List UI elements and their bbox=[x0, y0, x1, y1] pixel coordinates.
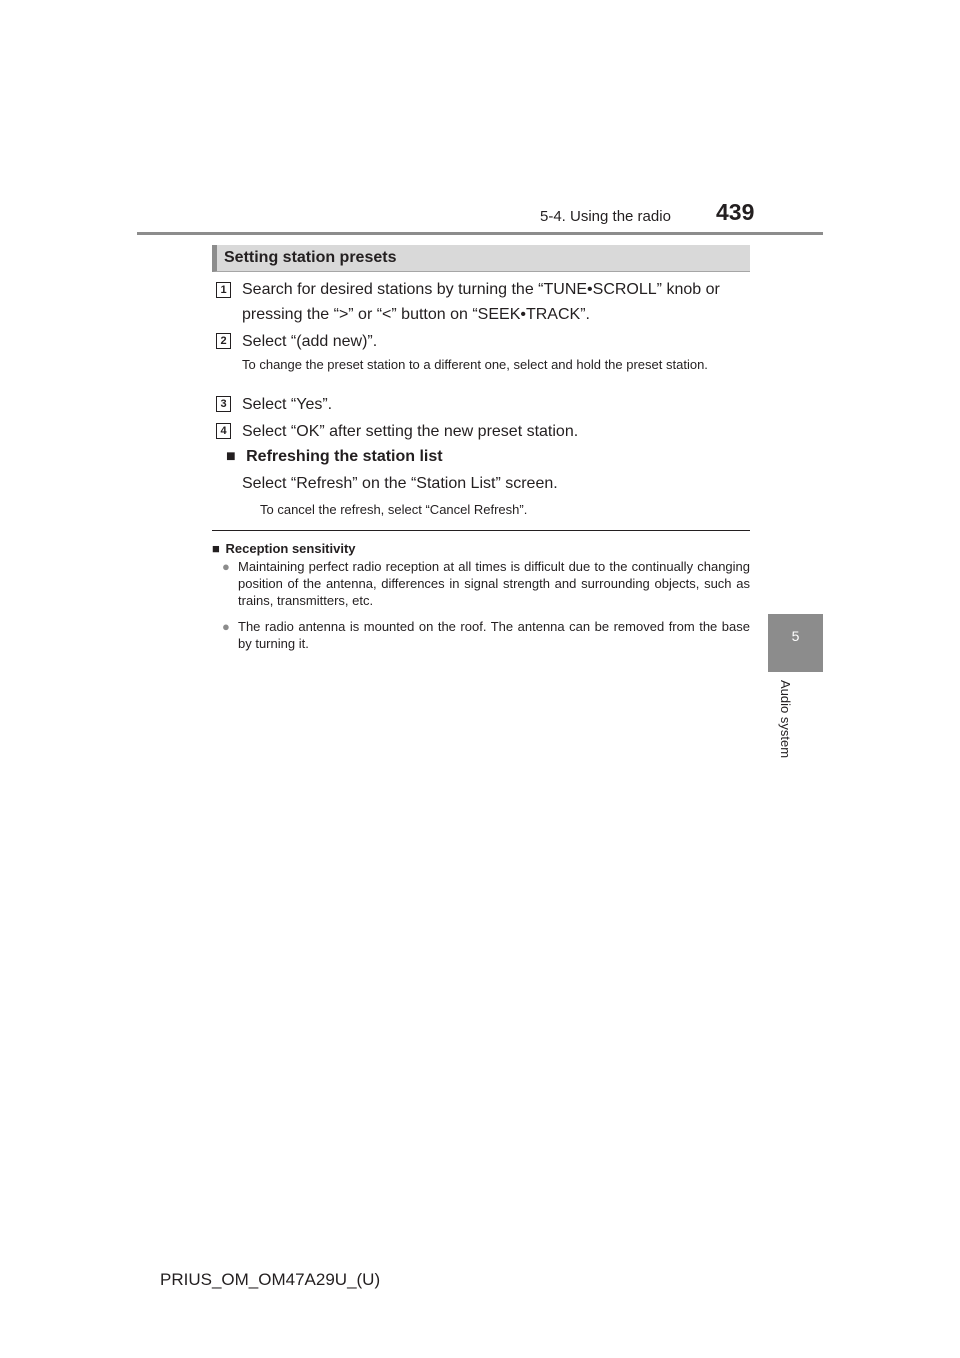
circle-bullet-icon: ● bbox=[222, 619, 230, 634]
refresh-note: To cancel the refresh, select “Cancel Refresh”. bbox=[260, 502, 528, 517]
step-2-text: Select “(add new)”. bbox=[242, 333, 378, 350]
step-4-text: Select “OK” after setting the new preset station. bbox=[242, 423, 579, 440]
reception-heading-text: Reception sensitivity bbox=[225, 541, 356, 556]
step-2-badge: 2 bbox=[216, 333, 231, 349]
section-title: Setting station presets bbox=[224, 249, 397, 266]
chapter-tab-label bbox=[776, 680, 796, 770]
chapter-label-text: Audio system bbox=[778, 680, 793, 759]
step-4-badge: 4 bbox=[216, 423, 231, 439]
square-bullet-icon: ■ bbox=[212, 541, 220, 556]
bullet-1-marker bbox=[222, 558, 230, 576]
notes-divider bbox=[212, 530, 750, 531]
step-3-badge: 3 bbox=[216, 396, 231, 412]
bullet-2-marker bbox=[222, 618, 230, 636]
document-code: PRIUS_OM_OM47A29U_(U) bbox=[160, 1270, 381, 1289]
chapter-tab-number: 5 bbox=[791, 628, 800, 644]
reception-bullet-1: Maintaining perfect radio reception at all times is difficult due to the continually changing position of the antenna, differences in signal strength and surrounding objects, such as trains, transmitters, etc. bbox=[238, 559, 750, 608]
step-1-badge: 1 bbox=[216, 282, 231, 298]
step-2-note: To change the preset station to a different one, select and hold the preset station. bbox=[242, 357, 708, 372]
step-3-text: Select “Yes”. bbox=[242, 396, 333, 413]
reception-bullet-2: The radio antenna is mounted on the roof. The antenna can be removed from the base by turning it. bbox=[238, 619, 750, 651]
square-bullet-icon: ■ bbox=[226, 448, 236, 465]
step-1-line-1: Search for desired stations by turning the “TUNE•SCROLL” knob or bbox=[242, 281, 720, 298]
header-rule bbox=[137, 232, 823, 235]
step-1-line-2: pressing the “>” or “<” button on “SEEK•TRACK”. bbox=[242, 306, 590, 323]
running-header-section: 5-4. Using the radio bbox=[540, 208, 671, 225]
refresh-heading bbox=[226, 448, 443, 466]
refresh-text: Select “Refresh” on the “Station List” screen. bbox=[242, 475, 558, 492]
reception-heading bbox=[212, 541, 356, 556]
page-number: 439 bbox=[716, 199, 755, 225]
step-1-text bbox=[242, 277, 752, 327]
refresh-heading-text: Refreshing the station list bbox=[246, 448, 443, 465]
circle-bullet-icon: ● bbox=[222, 559, 230, 574]
